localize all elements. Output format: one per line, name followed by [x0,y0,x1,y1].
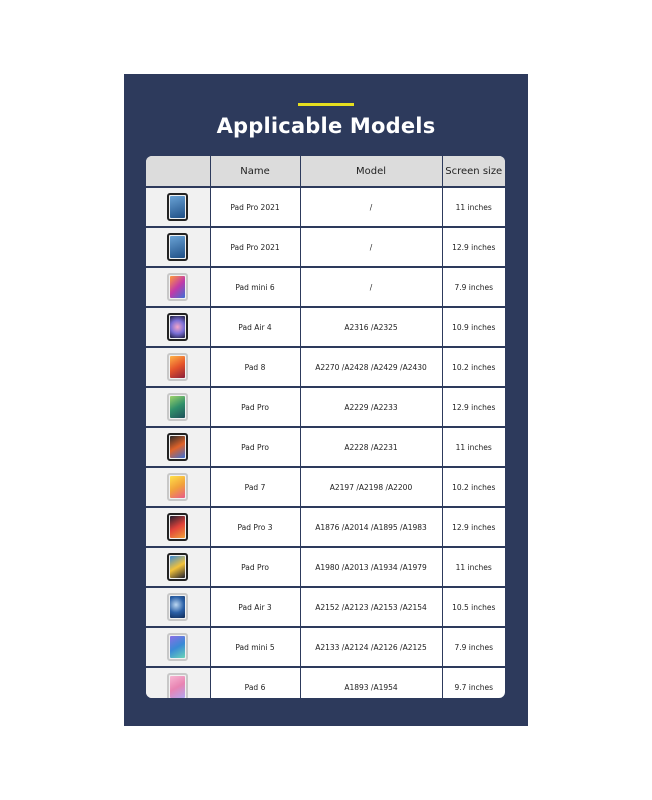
table-row [146,387,505,427]
page-title: Applicable Models [216,114,436,138]
table-row [146,227,505,267]
device-name: Pad Pro 2021 [210,187,300,227]
tablet-colorful-screen-icon [167,273,188,301]
device-image-cell [146,267,210,307]
tablet-colorful-screen-icon [167,513,188,541]
device-name: Pad mini 5 [210,627,300,667]
model-numbers: A1980 /A2013 /A1934 /A1979 [300,547,442,587]
screen-size: 10.5 inches [442,587,505,627]
device-image-cell [146,387,210,427]
tablet-pink-screen-icon [167,673,188,698]
header-name: Name [210,156,300,187]
screen-size: 12.9 inches [442,227,505,267]
model-numbers: A2228 /A2231 [300,427,442,467]
model-numbers: A2152 /A2123 /A2153 /A2154 [300,587,442,627]
table-header-row [146,156,505,187]
tablet-blue-screen-icon [167,233,188,261]
device-image-cell [146,307,210,347]
device-name: Pad Air 3 [210,587,300,627]
screen-size: 10.2 inches [442,467,505,507]
model-numbers: A2316 /A2325 [300,307,442,347]
table-row [146,467,505,507]
models-table [146,156,505,698]
device-name: Pad Pro [210,427,300,467]
device-name: Pad Pro 3 [210,507,300,547]
table-row [146,507,505,547]
screen-size: 11 inches [442,187,505,227]
screen-size: 9.7 inches [454,682,494,692]
screen-size: 10.2 inches [442,347,505,387]
applicable-models-panel [124,74,528,726]
device-name: Pad Pro [210,547,300,587]
device-image-cell [146,507,210,547]
model-numbers: A1893 /A1954 [300,667,442,698]
models-table-container [146,156,505,698]
tablet-blue-screen-icon [167,593,188,621]
tablet-purple-screen-icon [167,633,188,661]
device-image-cell [146,627,210,667]
device-image-cell [146,347,210,387]
table-row [146,267,505,307]
device-name: Pad 6 [210,667,300,698]
tablet-colorful-screen-icon [167,553,188,581]
header-model: Model [300,156,442,187]
device-name: Pad Pro [210,387,300,427]
screen-size: 12.9 inches [442,507,505,547]
screen-size: 11 inches [442,427,505,467]
device-image-cell [146,427,210,467]
accent-bar [298,103,354,106]
device-name: Pad mini 6 [210,267,300,307]
model-numbers: A2197 /A2198 /A2200 [300,467,442,507]
model-numbers: A2133 /A2124 /A2126 /A2125 [300,627,442,667]
model-numbers: A2229 /A2233 [300,387,442,427]
device-image-cell [146,227,210,267]
header-image [146,156,210,187]
table-row [146,307,505,347]
device-name: Pad 7 [210,467,300,507]
device-image-cell [146,667,210,698]
tablet-orange-screen-icon [167,353,188,381]
device-name: Pad Air 4 [210,307,300,347]
table-row [146,427,505,467]
table-row [146,187,505,227]
table-row [146,627,505,667]
model-numbers: / [300,267,442,307]
table-row [146,587,505,627]
screen-size: 11 inches [442,547,505,587]
device-image-cell [146,467,210,507]
model-numbers: / [300,187,442,227]
screen-size: 10.9 inches [442,307,505,347]
tablet-yellow-screen-icon [167,473,188,501]
device-name: Pad Pro 2021 [210,227,300,267]
device-image-cell [146,547,210,587]
screen-size: 7.9 inches [442,627,505,667]
header-screen-size: Screen size [442,156,505,187]
device-name: Pad 8 [210,347,300,387]
tablet-colorful-screen-icon [167,313,188,341]
table-row [146,667,505,698]
table-row [146,347,505,387]
model-numbers: / [300,227,442,267]
tablet-blue-screen-icon [167,193,188,221]
screen-size: 12.9 inches [442,387,505,427]
model-numbers: A2270 /A2428 /A2429 /A2430 [300,347,442,387]
screen-size: 7.9 inches [442,267,505,307]
device-image-cell [146,587,210,627]
tablet-green-screen-icon [167,393,188,421]
tablet-colorful-screen-icon [167,433,188,461]
model-numbers: A1876 /A2014 /A1895 /A1983 [300,507,442,547]
device-image-cell [146,187,210,227]
table-row [146,547,505,587]
